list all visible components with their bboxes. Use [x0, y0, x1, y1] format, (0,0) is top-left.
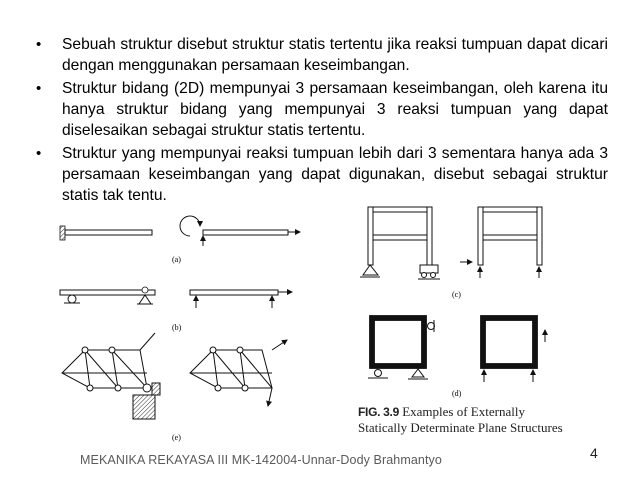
label-c: (c) [452, 290, 461, 299]
bullet-text: Sebuah struktur disebut struktur statis tertentu jika reaksi tumpuan dapat dicari dengan menggunakan persamaan keseimbangan. [62, 36, 608, 74]
figure-caption [358, 404, 608, 436]
diagram-d-freebody [481, 316, 546, 383]
diagram-d-closed-frame [368, 316, 435, 380]
diagram-b-freebody [190, 290, 292, 308]
diagram-a-cantilever [60, 226, 152, 240]
label-b: (b) [172, 323, 182, 332]
diagram-e-freebody [190, 340, 287, 406]
diagram-e-truss [62, 333, 160, 419]
footer-course: MEKANIKA REKAYASA III MK-142004-Unnar-Dody Brahmantyo [80, 453, 442, 467]
bullet-dot: • [36, 80, 42, 97]
bullet-dot: • [36, 145, 42, 162]
diagram-b-beam [60, 287, 155, 304]
diagram-c-freebody [460, 207, 542, 278]
figure-number: FIG. 3.9 [358, 405, 399, 419]
diagram-c-frame [360, 207, 440, 279]
label-e: (e) [172, 433, 181, 442]
page-number: 4 [590, 445, 598, 461]
label-d: (d) [452, 389, 462, 398]
bullet-dot: • [36, 36, 42, 53]
caption-line-1 [358, 404, 608, 420]
diagram-a-freebody [180, 216, 300, 246]
label-a: (a) [172, 255, 181, 264]
bullet-text: Struktur yang mempunyai reaksi tumpuan lebih dari 3 sementara hanya ada 3 persamaan keseimbangan yang dapat digunakan, disebut sebagai struktur statis tak tentu. [62, 145, 608, 204]
bullet-text: Struktur bidang (2D) mempunyai 3 persamaan keseimbangan, oleh karena itu hanya struktur bidang yang mempunyai 3 reaksi tumpuan yang dapat diselesaikan sebagai struktur statis tertentu. [62, 80, 608, 139]
caption-text-2: Statically Determinate Plane Structures [358, 420, 563, 435]
caption-text-1: Examples of Externally [402, 404, 525, 419]
